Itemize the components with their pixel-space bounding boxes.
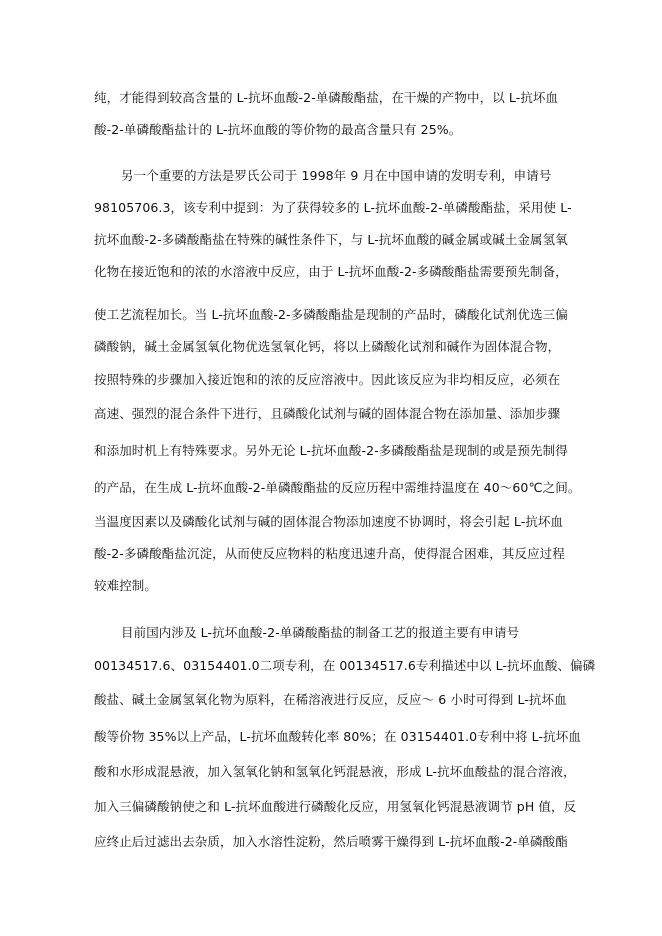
text-line: 磷酸钠，碱土金属氢氧化物优选氢氧化钙，将以上磷酸化试剂和碱作为固体混合物，	[94, 339, 561, 354]
text-line: 加入三偏磷酸钠使之和 L-抗坏血酸进行磷酸化反应，用氢氧化钙混悬液调节 pH 值，反	[94, 799, 577, 814]
text-line: 应终止后过滤出去杂质，加入水溶性淀粉，然后喷雾干燥得到 L-抗坏血酸-2-单磷酸酯	[94, 834, 568, 849]
text-line: 高速、强烈的混合条件下进行，且磷酸化试剂与碱的固体混合物在添加量、添加步骤	[94, 406, 561, 421]
text-line: 抗坏血酸-2-多磷酸酯盐在特殊的碱性条件下，与 L-抗坏血酸的碱金属或碱土金属氢氧	[94, 232, 568, 247]
text-line: 当温度因素以及磷酸化试剂与碱的固体混合物添加速度不协调时，将会引起 L-抗坏血	[94, 514, 564, 529]
text-line: 00134517.6、03154401.0二项专利，在 00134517.6专利描述中以 L-抗坏血酸、偏磷	[94, 658, 596, 673]
text-line: 较难控制。	[94, 578, 158, 593]
text-line: 按照特殊的步骤加入接近饱和的浓的反应溶液中。因此该反应为非均相反应，必须在	[94, 372, 561, 387]
text-line: 的产品，在生成 L-抗坏血酸-2-单磷酸酯盐的反应历程中需维持温度在 40～60℃之间。	[94, 480, 581, 495]
text-line: 98105706.3，该专利中提到：为了获得较多的 L-抗坏血酸-2-单磷酸酯盐，采用使 L-	[94, 200, 572, 215]
text-line: 目前国内涉及 L-抗坏血酸-2-单磷酸酯盐的制备工艺的报道主要有申请号	[121, 625, 520, 640]
text-line: 纯，才能得到较高含量的 L-抗坏血酸-2-单磷酸酯盐，在干燥的产物中，以 L-抗坏血	[94, 90, 559, 105]
text-line: 酸-2-单磷酸酯盐计的 L-抗坏血酸的等价物的最高含量只有 25%。	[94, 122, 462, 137]
text-line: 另一个重要的方法是罗氏公司于 1998年 9 月在中国申请的发明专利，申请号	[121, 168, 552, 183]
text-line: 酸-2-多磷酸酯盐沉淀，从而使反应物料的粘度迅速升高，使得混合困难，其反应过程	[94, 546, 565, 561]
text-line: 酸等价物 35%以上产品，L-抗坏血酸转化率 80%；在 03154401.0专利中将 L-抗坏血	[94, 729, 581, 744]
text-line: 酸盐、碱土金属氢氧化物为原料，在稀溶液进行反应，反应～ 6 小时可得到 L-抗坏血	[94, 692, 567, 707]
text-line: 使工艺流程加长。当 L-抗坏血酸-2-多磷酸酯盐是现制的产品时，磷酸化试剂优选三偏	[94, 307, 568, 322]
text-line: 和添加时机上有特殊要求。另外无论 L-抗坏血酸-2-多磷酸酯盐是现制的或是预先制得	[94, 443, 568, 458]
text-line: 化物在接近饱和的浓的水溶液中反应，由于 L-抗坏血酸-2-多磷酸酯盐需要预先制备，	[94, 264, 568, 279]
text-line: 酸和水形成混悬液，加入氢氧化钠和氢氧化钙混悬液，形成 L-抗坏血酸盐的混合溶液，	[94, 764, 576, 779]
